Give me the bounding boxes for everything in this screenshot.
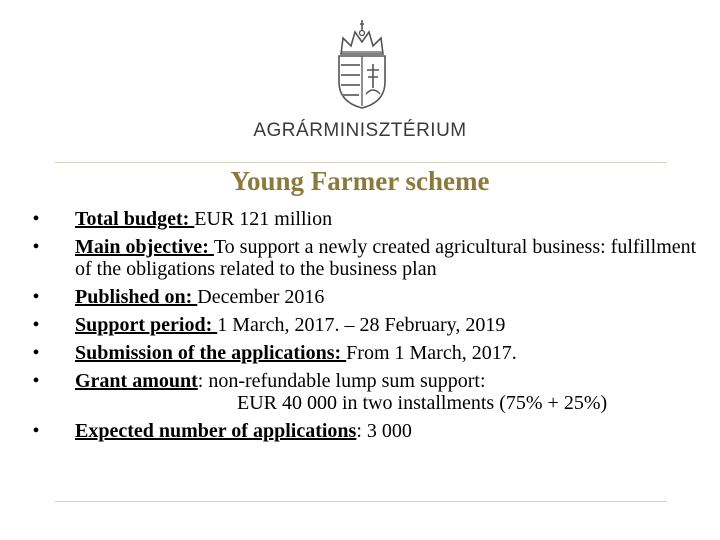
hungarian-coat-of-arms-icon <box>333 18 391 110</box>
slide-title: Young Farmer scheme <box>230 166 490 196</box>
bullet-icon: • <box>32 236 40 258</box>
bullet-icon: • <box>32 314 40 336</box>
list-item <box>30 236 700 280</box>
item-label: Expected number of applications <box>75 420 357 442</box>
item-continuation: EUR 40 000 in two installments (75% + 25%) <box>237 392 608 414</box>
item-text: : non-refundable lump sum support: <box>197 370 486 392</box>
bullet-icon: • <box>32 208 40 230</box>
bullet-icon: • <box>32 342 40 364</box>
item-label: Total budget: <box>75 208 195 230</box>
item-label: Support period: <box>75 314 218 336</box>
list-item <box>30 314 700 336</box>
list-item <box>30 286 700 308</box>
item-text: EUR 121 million <box>194 208 333 230</box>
item-text: From 1 March, 2017. <box>346 342 517 364</box>
item-text: 1 March, 2017. – 28 February, 2019 <box>217 314 506 336</box>
item-text: December 2016 <box>197 286 325 308</box>
bullet-list <box>30 208 700 448</box>
list-item <box>30 370 700 414</box>
item-text: : 3 000 <box>356 420 412 442</box>
item-label: Published on: <box>75 286 198 308</box>
item-label: Grant amount <box>75 370 198 392</box>
bottom-divider <box>55 501 667 502</box>
list-item <box>30 420 700 442</box>
top-divider <box>55 162 667 163</box>
bullet-icon: • <box>32 286 40 308</box>
item-label: Submission of the applications: <box>75 342 347 364</box>
bullet-icon: • <box>32 420 40 442</box>
list-item <box>30 342 700 364</box>
bullet-icon: • <box>32 370 40 392</box>
item-label: Main objective: <box>75 236 214 258</box>
item-text: To support a newly created agricultural business: fulfillment of the obligations related to the business plan <box>75 236 697 280</box>
list-item <box>30 208 700 230</box>
ministry-name: AGRÁRMINISZTÉRIUM <box>253 120 467 141</box>
